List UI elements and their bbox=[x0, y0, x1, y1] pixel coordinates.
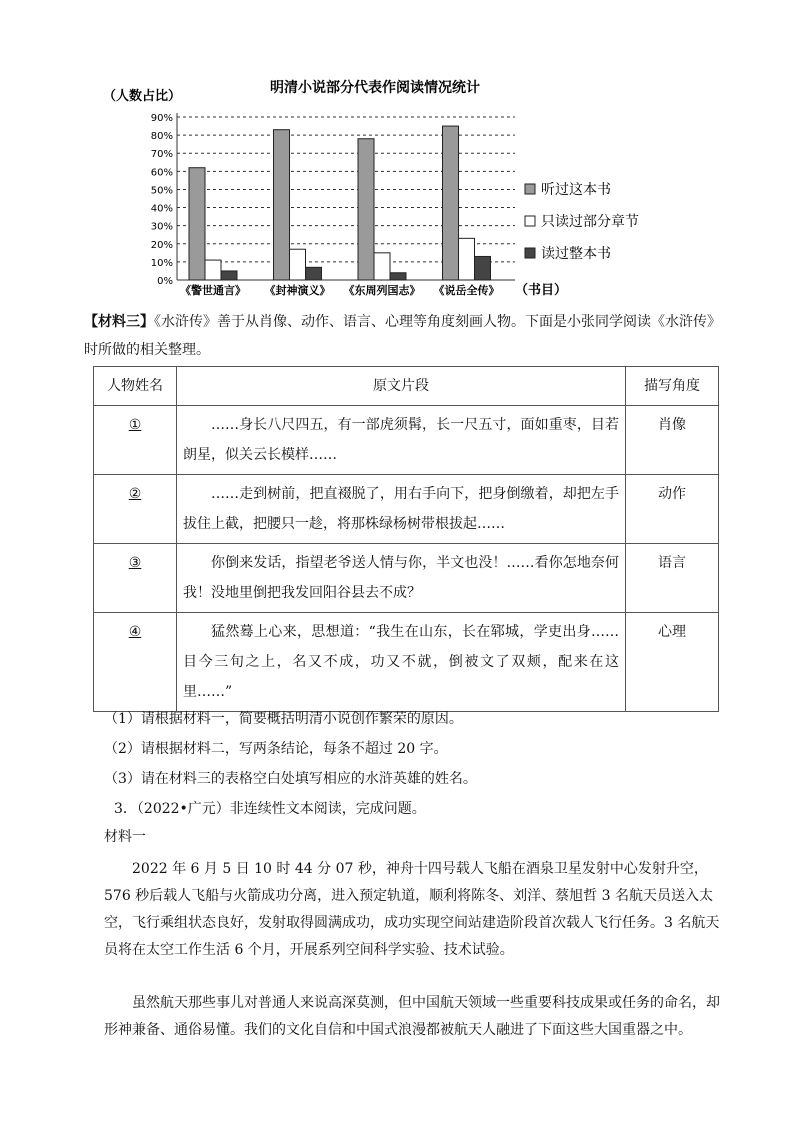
section3-heading: 3．（2022•广元）非连续性文本阅读，完成问题。 bbox=[114, 801, 426, 817]
y-tick-label: 50% bbox=[150, 185, 173, 197]
legend-swatch bbox=[525, 248, 535, 258]
chart-y-axis-label: （人数占比） bbox=[103, 89, 182, 104]
y-tick-label: 20% bbox=[150, 239, 173, 251]
material3-intro bbox=[84, 308, 724, 364]
row-text: ……走到树前，把直裰脱了，用右手向下，把身倒缴着，却把左手拔住上截，把腰只一趁，将那株绿杨树带根拔起…… bbox=[177, 475, 626, 544]
row-angle: 动作 bbox=[626, 475, 719, 544]
question-2: （2）请根据材料二，写两条结论，每条不超过 20 字。 bbox=[104, 741, 448, 757]
y-tick-label: 0% bbox=[157, 276, 173, 287]
y-tick-label: 60% bbox=[150, 167, 173, 179]
legend-swatch bbox=[525, 184, 535, 194]
legend-swatch bbox=[525, 216, 535, 226]
table-row bbox=[94, 613, 719, 712]
chart-title: 明清小说部分代表作阅读情况统计 bbox=[270, 80, 480, 96]
character-table bbox=[93, 366, 719, 712]
y-tick-label: 70% bbox=[150, 149, 173, 161]
bar bbox=[459, 238, 475, 280]
material3-label: 【材料三】 bbox=[84, 314, 154, 330]
row-text: 猛然蓦上心来，思想道：“我生在山东，长在郓城，学吏出身……目今三旬之上，名又不成，功又不就，倒被文了双颊，配来在这里……” bbox=[177, 613, 626, 712]
row-angle: 心理 bbox=[626, 613, 719, 712]
table-row bbox=[94, 544, 719, 613]
legend-label: 只读过部分章节 bbox=[541, 214, 639, 230]
chart-bars bbox=[189, 126, 491, 280]
y-tick-label: 30% bbox=[150, 221, 173, 233]
chart-x-axis-label: （书目） bbox=[515, 283, 568, 298]
x-tick-label: 《说岳全传》 bbox=[433, 284, 500, 297]
chart-y-ticks bbox=[151, 113, 173, 287]
y-tick-label: 40% bbox=[150, 203, 173, 215]
bar-chart bbox=[95, 72, 695, 304]
x-tick-label: 《警世通言》 bbox=[180, 284, 246, 297]
bar bbox=[306, 267, 322, 280]
bar bbox=[443, 126, 459, 280]
row-number: ② bbox=[128, 486, 142, 502]
bar bbox=[189, 168, 205, 280]
row-angle: 肖像 bbox=[626, 406, 719, 475]
legend-label: 听过这本书 bbox=[541, 182, 611, 198]
table-header-angle: 描写角度 bbox=[626, 367, 719, 406]
x-tick-label: 《东周列国志》 bbox=[343, 284, 421, 297]
table-row bbox=[94, 406, 719, 475]
chart-legend bbox=[525, 181, 639, 262]
material3-text: 《水浒传》善于从肖像、动作、语言、心理等角度刻画人物。下面是小张同学阅读《水浒传》时所做的相关整理。 bbox=[84, 314, 721, 358]
bar bbox=[475, 256, 491, 280]
row-text: 你倒来发话，指望老爷送人情与你，半文也没！……看你怎地奈何我！没地里倒把我发回阳谷县去不成？ bbox=[177, 544, 626, 613]
x-tick-label: 《封神演义》 bbox=[264, 284, 331, 297]
legend-label: 读过整本书 bbox=[541, 246, 611, 262]
row-angle: 语言 bbox=[626, 544, 719, 613]
y-tick-label: 90% bbox=[150, 113, 173, 124]
table-header-row bbox=[94, 367, 719, 406]
chart-svg bbox=[95, 72, 695, 304]
table-header-text: 原文片段 bbox=[177, 367, 626, 406]
y-tick-label: 80% bbox=[150, 131, 173, 143]
bar bbox=[205, 260, 221, 280]
bar bbox=[290, 249, 306, 280]
question-1: （1）请根据材料一，简要概括明清小说创作繁荣的原因。 bbox=[104, 711, 463, 727]
bar bbox=[374, 253, 390, 280]
row-number: ① bbox=[128, 417, 142, 433]
row-number: ③ bbox=[128, 555, 142, 571]
table-row bbox=[94, 475, 719, 544]
row-text: ……身长八尺四五，有一部虎须髯，长一尺五寸，面如重枣，目若朗星，似关云长模样…… bbox=[177, 406, 626, 475]
bar bbox=[221, 271, 237, 280]
y-tick-label: 10% bbox=[150, 257, 173, 269]
row-number: ④ bbox=[128, 624, 142, 640]
section3-paragraph-2: 虽然航天那些事儿对普通人来说高深莫测，但中国航天领域一些重要科技成果或任务的命名，却形神兼备、通俗易懂。我们的文化自信和中国式浪漫都被航天人融进了下面这些大国重器之中。 bbox=[104, 995, 720, 1038]
bar bbox=[274, 130, 290, 280]
table-header-name: 人物姓名 bbox=[94, 367, 177, 406]
bar bbox=[390, 273, 406, 280]
question-3: （3）请在材料三的表格空白处填写相应的水浒英雄的姓名。 bbox=[104, 771, 477, 787]
section3-paragraph-1: 2022 年 6 月 5 日 10 时 44 分 07 秒，神舟十四号载人飞船在酒泉卫星发射中心发射升空，576 秒后载人飞船与火箭成功分离，进入预定轨道，顺利将陈冬、刘洋、蔡旭哲 3 名航天员送入太空，飞行乘组状态良好，发射取得圆满成功，成功实现空间站建造阶段首次载人飞行任务。3 名航天员将在太空工作生活 6 个月，开展系列空间科学实验、技术试验。 bbox=[104, 861, 720, 958]
chart-x-ticks bbox=[180, 283, 500, 297]
section3-material-label: 材料一 bbox=[104, 829, 146, 845]
bar bbox=[358, 139, 374, 280]
